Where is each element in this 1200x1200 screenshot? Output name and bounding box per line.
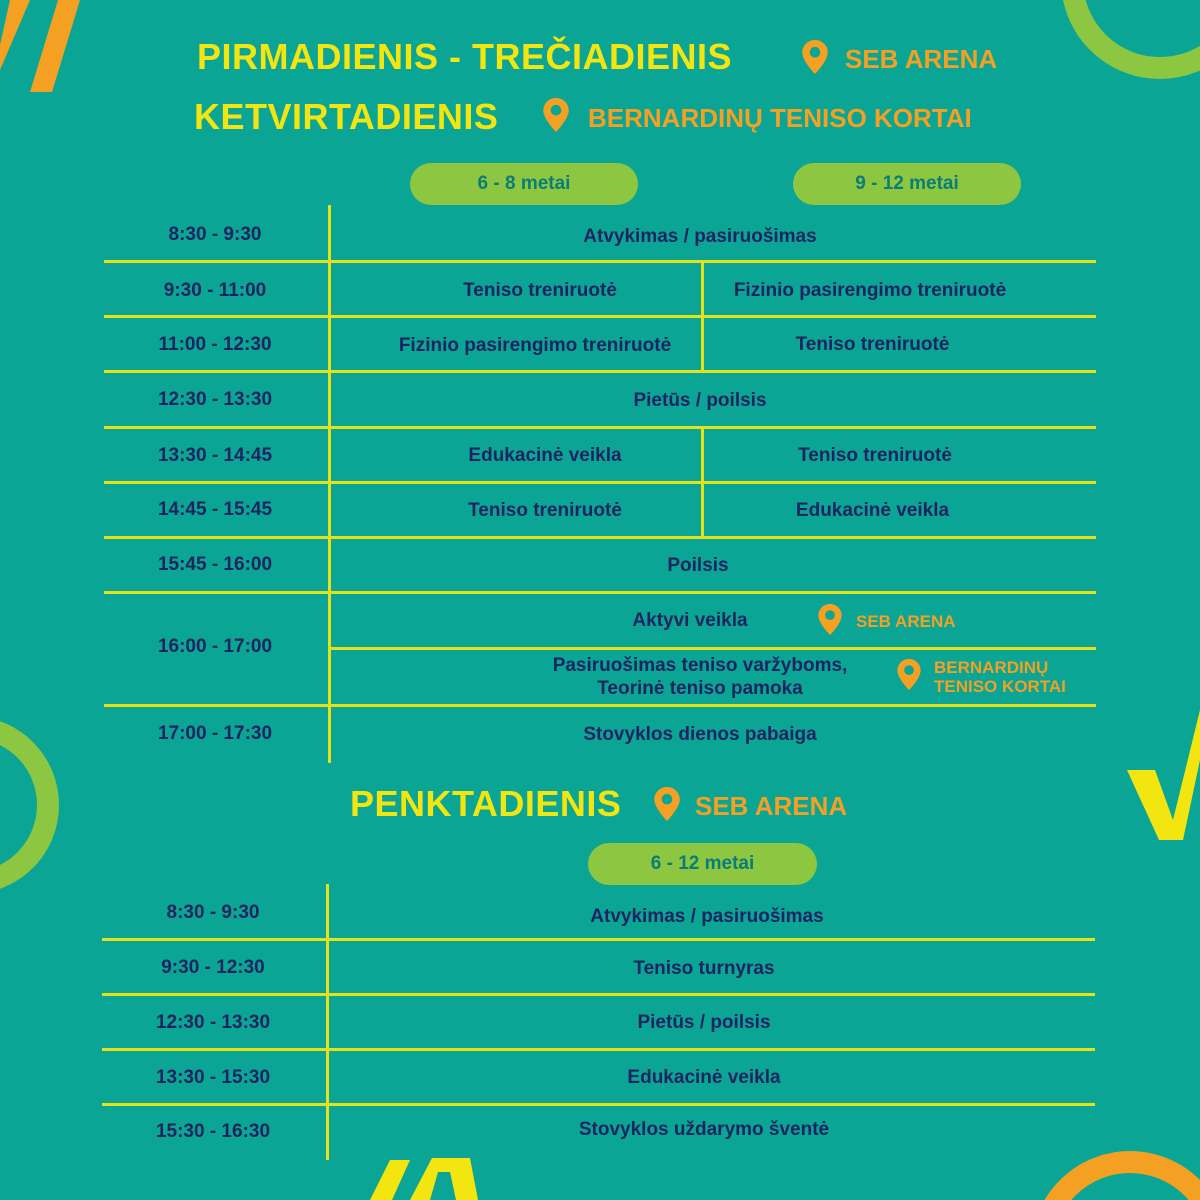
grid-divider xyxy=(102,1048,1095,1051)
activity: Atvykimas / pasiruošimas xyxy=(590,906,824,927)
time-slot: 8:30 - 9:30 xyxy=(168,224,262,245)
activity-line: Pasiruošimas teniso varžyboms, xyxy=(552,655,848,676)
grid-divider xyxy=(104,481,1096,484)
time-slot: 9:30 - 12:30 xyxy=(161,957,265,978)
grid-divider xyxy=(102,993,1095,996)
grid-divider xyxy=(104,536,1096,539)
time-slot: 11:00 - 12:30 xyxy=(158,334,272,355)
map-pin-icon xyxy=(818,604,842,635)
activity-younger: Teniso treniruotė xyxy=(468,500,622,521)
activity-location xyxy=(934,658,1066,696)
location-1: SEB ARENA xyxy=(845,44,998,74)
grid-divider xyxy=(104,591,1096,594)
days-heading-1: PIRMADIENIS - TREČIADIENIS xyxy=(197,36,733,77)
map-pin-icon xyxy=(543,98,569,132)
grid-divider xyxy=(104,315,1096,318)
location-2: BERNARDINŲ TENISO KORTAI xyxy=(588,103,972,133)
activity: Atvykimas / pasiruošimas xyxy=(583,226,817,247)
grid-divider xyxy=(102,938,1095,941)
decor-stripes-top-left xyxy=(0,0,100,100)
time-slot: 12:30 - 13:30 xyxy=(157,389,273,410)
grid-divider xyxy=(104,426,1096,429)
grid-divider xyxy=(104,370,1096,373)
map-pin-icon xyxy=(802,40,828,74)
activity-younger: Teniso treniruotė xyxy=(463,280,617,301)
time-slot: 8:30 - 9:30 xyxy=(166,902,260,923)
grid-divider xyxy=(330,647,1096,650)
time-slot: 9:30 - 11:00 xyxy=(163,280,267,301)
activity: Pietūs / poilsis xyxy=(637,1012,771,1033)
grid-divider xyxy=(104,704,1096,707)
friday-location: SEB ARENA xyxy=(695,791,848,821)
decor-check-right xyxy=(1125,700,1200,850)
time-slot: 12:30 - 13:30 xyxy=(155,1012,271,1033)
activity-younger: Fizinio pasirengimo treniruotė xyxy=(398,335,672,356)
activity: Stovyklos uždarymo šventė xyxy=(578,1119,830,1140)
time-slot: 15:30 - 16:30 xyxy=(155,1121,271,1142)
activity-older: Edukacinė veikla xyxy=(795,500,950,521)
time-slot: 17:00 - 17:30 xyxy=(157,723,273,744)
decor-chevron-bottom xyxy=(370,1150,480,1200)
activity-location: SEB ARENA xyxy=(856,612,956,631)
time-slot: 15:45 - 16:00 xyxy=(157,554,273,575)
decor-ring-bottom-right xyxy=(1030,1145,1200,1200)
decor-ring-top-right xyxy=(1040,0,1200,95)
activity-older: Teniso treniruotė xyxy=(798,445,952,466)
friday-heading: PENKTADIENIS xyxy=(350,783,622,824)
grid-divider xyxy=(102,1103,1095,1106)
age-group-pill: 6 - 12 metai xyxy=(588,843,817,885)
activity-line: Teorinė teniso pamoka xyxy=(597,678,803,699)
activity: Teniso turnyras xyxy=(633,958,775,979)
activity-older: Teniso treniruotė xyxy=(795,334,950,355)
activity: Stovyklos dienos pabaiga xyxy=(583,724,817,745)
location-line: TENISO KORTAI xyxy=(934,677,1066,696)
age-group-pill: 9 - 12 metai xyxy=(793,163,1021,205)
map-pin-icon xyxy=(654,787,680,821)
activity-older: Fizinio pasirengimo treniruotė xyxy=(733,280,1007,301)
activity-active: Aktyvi veikla xyxy=(632,610,748,631)
days-heading-2: KETVIRTADIENIS xyxy=(194,96,499,137)
activity-tennis-prep xyxy=(520,654,880,700)
grid-divider xyxy=(104,260,1096,263)
activity-younger: Edukacinė veikla xyxy=(468,445,622,466)
decor-ring-left xyxy=(0,710,70,900)
age-group-pill: 6 - 8 metai xyxy=(410,163,638,205)
map-pin-icon xyxy=(897,659,921,690)
time-slot: 13:30 - 14:45 xyxy=(157,445,273,466)
time-slot: 16:00 - 17:00 xyxy=(157,636,273,657)
activity: Edukacinė veikla xyxy=(627,1067,781,1088)
activity: Pietūs / poilsis xyxy=(633,390,767,411)
location-line: BERNARDINŲ xyxy=(934,658,1049,677)
grid-divider xyxy=(326,884,329,1160)
activity: Poilsis xyxy=(667,555,729,576)
time-slot: 14:45 - 15:45 xyxy=(157,499,273,520)
time-slot: 13:30 - 15:30 xyxy=(155,1067,271,1088)
